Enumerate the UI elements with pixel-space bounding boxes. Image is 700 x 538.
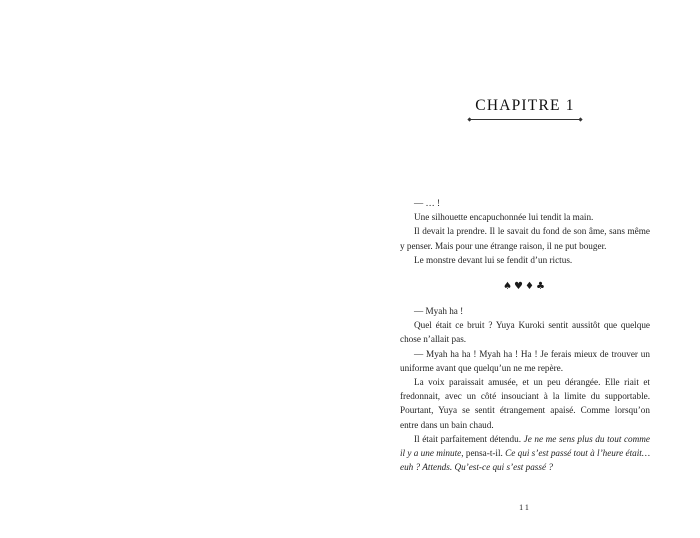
narration-text: Il était parfaitement détendu. [414,433,524,444]
paragraph: Le monstre devant lui se fendit d’un rictus. [414,254,573,265]
opening-section [400,196,650,267]
main-section [400,304,650,474]
chapter-title: CHAPITRE 1 [475,97,575,114]
paragraph: — Myah ha ! [414,306,464,316]
paragraph: Quel était ce bruit ? Yuya Kuroki sentit aussitôt que quelque chose n’allait pas. [400,320,650,345]
paragraph: — … ! [414,198,441,208]
paragraph: — Myah ha ha ! Myah ha ! Ha ! Je ferais mieux de trouver un uniforme avant que quelqu’un ne me repère. [400,348,650,373]
paragraph: La voix paraissait amusée, et un peu dérangée. Elle riait et fredonnait, avec un côté insouciant à la limite du supportable. Pourtant, Yuya se sentit étrangement apaisé. Comme lorsqu’on entre dans un bain chaud. [400,377,650,430]
page-number: 11 [519,503,531,512]
inner-thought-text: Ce qui s’est passé tout à l’heure était… euh ? Attends. Qu’est-ce qui s’est passé ? [400,448,650,473]
paragraph [400,432,650,475]
card-suits-separator: ♠♥♦♣ [503,281,547,292]
paragraph: Une silhouette encapuchonnée lui tendit la main. [414,212,594,223]
chapter-title-rule [470,119,580,120]
paragraph: Il devait la prendre. Il le savait du fond de son âme, sans même y penser. Mais pour une étrange raison, il ne put bouger. [400,226,650,251]
inner-thought-text: Je ne me sens plus du tout comme il y a une minute [400,433,650,459]
narration-text: , pensa-t-il. [461,448,506,459]
